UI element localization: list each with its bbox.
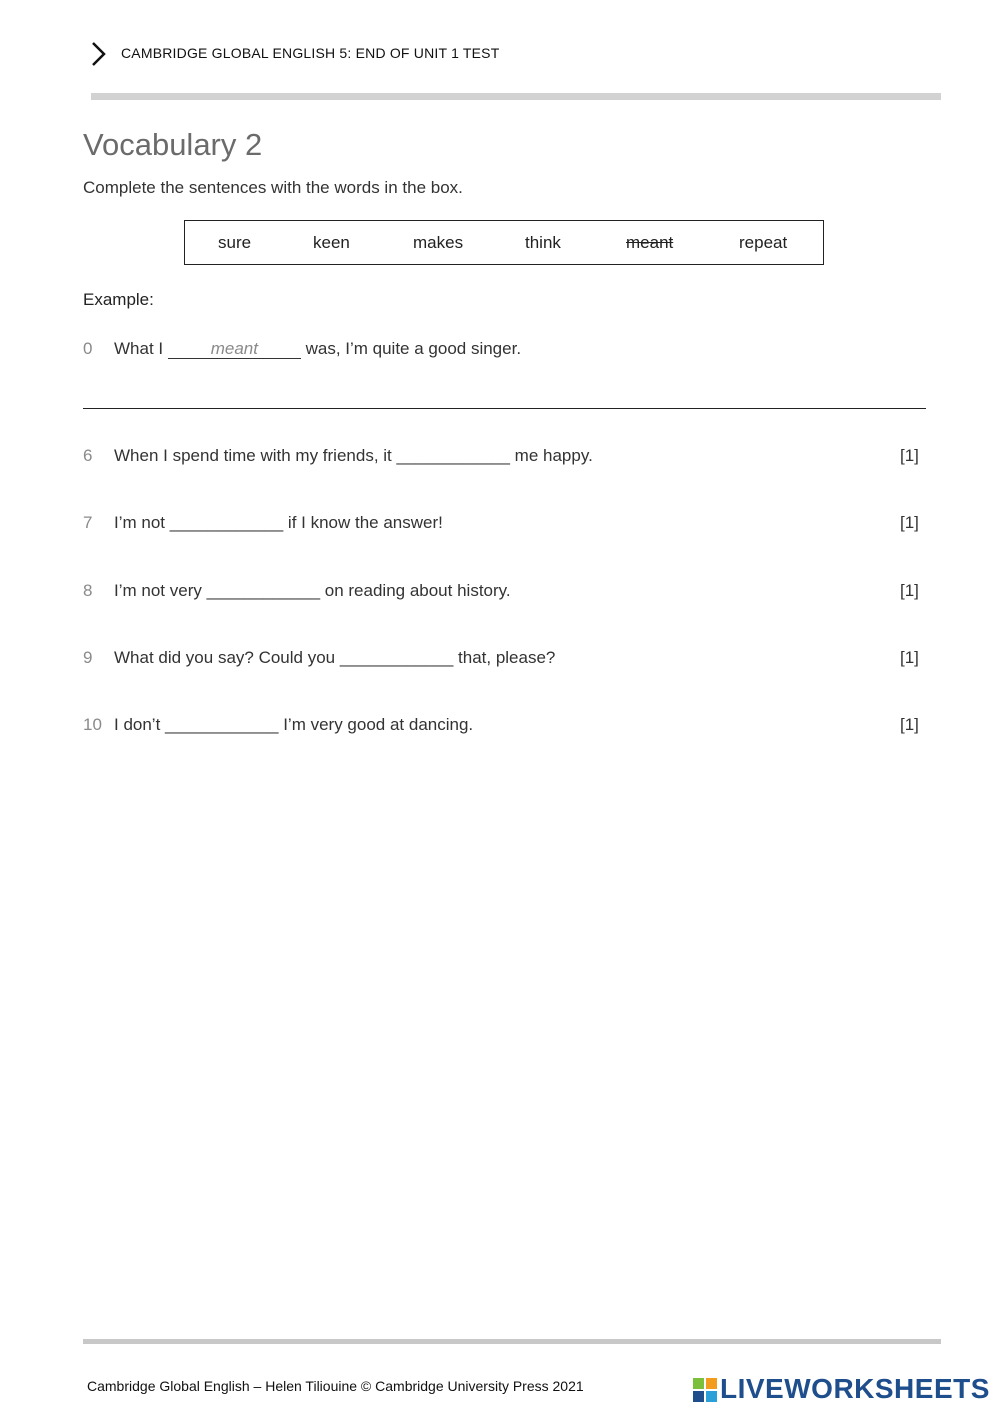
footer-divider (83, 1339, 941, 1344)
example-number: 0 (83, 339, 93, 358)
example-answer: meant (210, 339, 258, 358)
question-mark: [1] (900, 715, 919, 734)
question-text: I’m not ____________ if I know the answer! (114, 513, 443, 532)
question-mark: [1] (900, 513, 919, 532)
chevron-right-icon (88, 40, 110, 68)
liveworksheets-grid-icon (693, 1378, 717, 1402)
question-number: 6 (83, 446, 93, 465)
question-mark: [1] (900, 581, 919, 600)
word-box-item: think (525, 233, 561, 252)
section-title: Vocabulary 2 (83, 127, 263, 162)
footer-credit: Cambridge Global English – Helen Tiliouine © Cambridge University Press 2021 (87, 1378, 584, 1394)
word-box-item: sure (218, 233, 252, 252)
header-title: CAMBRIDGE GLOBAL ENGLISH 5: END OF UNIT 1 TEST (121, 45, 500, 61)
header-divider (91, 93, 941, 100)
question-text: What did you say? Could you ____________ that, please? (114, 648, 556, 667)
question-number: 10 (83, 715, 102, 734)
example-sentence (114, 339, 521, 359)
word-box (184, 220, 824, 265)
question-mark: [1] (900, 648, 919, 667)
example-label: Example: (83, 290, 154, 309)
liveworksheets-logo-text: LIVEWORKSHEETS (720, 1373, 990, 1404)
example-divider (83, 408, 926, 409)
question-text: When I spend time with my friends, it ____________ me happy. (114, 446, 593, 465)
question-number: 7 (83, 513, 93, 532)
question-number: 9 (83, 648, 93, 667)
word-box-item-crossed: meant (626, 233, 674, 252)
question-text: I’m not very ____________ on reading about history. (114, 581, 511, 600)
instruction-text: Complete the sentences with the words in the box. (83, 178, 463, 197)
question-number: 8 (83, 581, 93, 600)
example-after: was, I’m quite a good singer. (300, 339, 522, 358)
question-mark: [1] (900, 446, 919, 465)
word-box-item: makes (413, 233, 464, 252)
word-box-item: keen (313, 233, 350, 252)
word-box-item: repeat (739, 233, 788, 252)
example-before: What I (114, 339, 168, 358)
question-text: I don’t ____________ I’m very good at dancing. (114, 715, 474, 734)
